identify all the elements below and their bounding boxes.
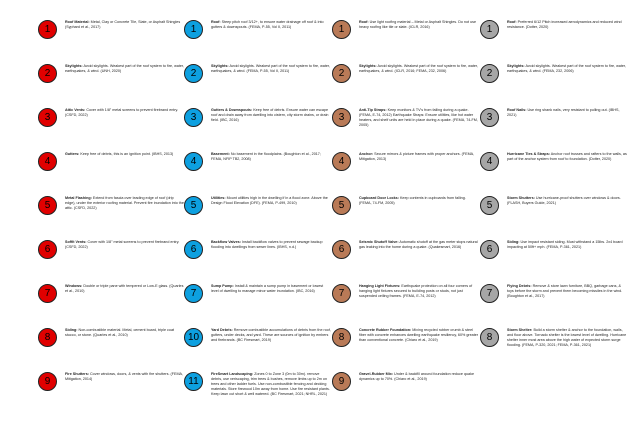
number-badge: 6 (38, 240, 57, 259)
number-badge: 11 (184, 372, 203, 391)
number-badge: 7 (184, 284, 203, 303)
item-body: Mount utilities high in the dwelling if in a flood zone. Above the Design Flood Elevation (DFE). (FEMA, P-499, 2010) (211, 196, 328, 205)
item-title: Siding: (65, 328, 78, 332)
number-badge: 4 (332, 152, 351, 171)
number-badge: 4 (38, 152, 57, 171)
item-text (65, 152, 185, 157)
list-item (38, 284, 188, 328)
list-item (332, 108, 482, 152)
item-body: Remove combustible accumulations of debris from the roof, gutters, under decks, and yard. These are sources of ignition by embers and firebrands. (BC Firesmart, 2019) (211, 328, 331, 342)
item-body: Double or triple pane with tempered or Low-E glass. (Quarles et al., 2010) (65, 284, 184, 293)
item-body: Use hurricane-proof shutters over windows & doors. (FLASH, Buyers Guide, 2021) (507, 196, 621, 205)
number-badge: 9 (332, 372, 351, 391)
item-text (211, 20, 331, 30)
list-item (38, 328, 188, 372)
item-title: Metal Flashing: (65, 196, 92, 200)
list-item (480, 64, 630, 108)
item-body: Cover with 1/8" metal screens to prevent firebrand entry. (CSFD, 2022) (65, 240, 180, 249)
list-item (184, 372, 334, 416)
list-item (332, 372, 482, 416)
item-text (211, 152, 331, 162)
item-title: Utilities: (211, 196, 226, 200)
item-body: Automatic shutoff at the gas meter stops natural gas leaking into the home during a quake. (Quakesmart, 2016) (359, 240, 478, 249)
item-title: Concrete Rubber Foundation: (359, 328, 412, 332)
item-title: Skylights: (359, 64, 377, 68)
item-text (507, 108, 627, 118)
item-title: Flying Debris: (507, 284, 532, 288)
number-badge: 3 (184, 108, 203, 127)
number-badge: 5 (480, 196, 499, 215)
item-title: Skylights: (65, 64, 83, 68)
list-item (38, 152, 188, 196)
list-item (332, 328, 482, 372)
item-title: Anti-Tip Straps: (359, 108, 387, 112)
number-badge: 1 (184, 20, 203, 39)
item-body: Extend from fascia over leading edge of roof (drip edge), under the exterior roofing material. Prevent fire inundation into the attic. (CSFD, 2022) (65, 196, 184, 210)
item-title: Backflow Valves: (211, 240, 241, 244)
item-text (211, 240, 331, 250)
item-body: Anchor roof trusses and rafters to the walls, as part of the anchor system from roof to foundation. (Dotter, 2020) (507, 152, 627, 161)
item-title: Cupboard Door Locks: (359, 196, 399, 200)
item-title: Anchor: (359, 152, 374, 156)
number-badge: 1 (332, 20, 351, 39)
list-item (38, 372, 188, 416)
number-badge: 7 (38, 284, 57, 303)
number-badge: 2 (38, 64, 57, 83)
number-badge: 4 (184, 152, 203, 171)
item-body: Remove & store lawn furniture, BBQ, garbage cans, & toys before the storm and prevent them becoming missiles in the wind. (Boughton et al., 2017) (507, 284, 623, 298)
item-title: Roof Material: (65, 20, 90, 24)
list-item (184, 64, 334, 108)
item-title: Gutters & Downspouts: (211, 108, 253, 112)
number-badge: 3 (332, 108, 351, 127)
number-badge: 8 (38, 328, 57, 347)
item-title: Skylights: (211, 64, 229, 68)
item-title: Yard Debris: (211, 328, 233, 332)
item-text (359, 20, 479, 30)
number-badge: 1 (38, 20, 57, 39)
item-body: Keep free of debris. Ensure water can escape roof and drain away from dwelling into cistern, city storm drains, or drain field. (IBC, 2016) (211, 108, 329, 122)
number-badge: 2 (184, 64, 203, 83)
number-badge: 2 (480, 64, 499, 83)
list-item (184, 108, 334, 152)
item-title: Storm Shelter: (507, 328, 533, 332)
item-body: Mixing recycled rubber crumb & steel fiber with concrete enhances dwelling earthquake resiliency, 60% greater than conventional concrete. (Chiaro et al., 2019) (359, 328, 479, 342)
list-item (332, 152, 482, 196)
item-body: Keep free of debris, this is an ignition point. (IBHS, 2013) (79, 152, 174, 156)
list-item (480, 328, 630, 372)
item-text (65, 328, 185, 338)
list-item (332, 240, 482, 284)
item-body: Use light roofing material – Metal or Asphalt Shingles. Do not use heavy roofing like tile or slate. (ICLR, 2016) (359, 20, 477, 29)
list-item (38, 196, 188, 240)
list-item (480, 152, 630, 196)
list-item (38, 240, 188, 284)
item-text (507, 284, 627, 299)
item-title: Roof: (359, 20, 369, 24)
number-badge: 6 (480, 240, 499, 259)
number-badge: 3 (38, 108, 57, 127)
item-body: Preferred 6/12 Pitch increased aerodynamics and reduced wind resistance. (Dotter, 2020) (507, 20, 622, 29)
item-text (507, 152, 627, 162)
item-title: Storm Shutters: (507, 196, 535, 200)
item-text (65, 108, 185, 118)
item-text (211, 64, 331, 74)
item-body: No basement in the floodplains. (Boughton et al., 2017; FEMA, NFIP TB2, 2008) (211, 152, 321, 161)
item-body: Avoid skylights. Weakest part of the roof system to fire, water, earthquakes, & wind. (UNH, 2020) (65, 64, 184, 73)
item-text (65, 196, 185, 211)
item-text (211, 284, 331, 294)
item-title: FireSmart Landscaping: (211, 372, 254, 376)
item-title: Siding: (507, 240, 520, 244)
item-body: Keep monitors & TV's from falling during a quake. (FEMA, E-74, 2012) Earthquake Straps: Ensure utilities, like hot water heaters, and shelf units are held in place during a quake. (FEMA, 74-FM, 2005) (359, 108, 478, 127)
item-text (211, 372, 331, 397)
item-text (65, 372, 185, 382)
item-title: Roof: (211, 20, 221, 24)
list-item (480, 284, 630, 328)
item-text (65, 64, 185, 74)
item-body: Install & maintain a sump pump in basement or lowest level of dwelling to manage minor water inundation. (IBC, 2016) (211, 284, 324, 293)
item-text (507, 64, 627, 74)
list-item (184, 152, 334, 196)
number-badge: 2 (332, 64, 351, 83)
item-title: Hanging Light Fixtures: (359, 284, 401, 288)
list-item (332, 284, 482, 328)
item-body: Secure mirrors & picture frames with proper anchors. (FEMA, Mitigation, 2013) (359, 152, 475, 161)
list-item (480, 108, 630, 152)
list-item (38, 108, 188, 152)
item-text (359, 328, 479, 343)
item-body: Zones 0 to Zone 3 (0m to 30m). remove debris, use xeriscaping, trim trees & bushes, remove limbs up to 2m on trees and other ladder fuels. Use non-combustible fencing and decking materials. Store firewood 10m away from home. Use fire resistant plants. Keep lawn cut short & well watered. (BC Firesmart, 2021; NHRL, 2021) (211, 372, 330, 396)
list-item (480, 240, 630, 284)
item-title: Gutters: (65, 152, 80, 156)
item-body: Non-combustible material. Metal, cement board, triple coat stucco, or stone. (Quarles et al., 2010) (65, 328, 175, 337)
list-item (184, 196, 334, 240)
item-title: Basement: (211, 152, 230, 156)
item-body: Cover windows, doors, & vents with fire shutters. (FEMA, Mitigation, 2014) (65, 372, 184, 381)
list-item (184, 20, 334, 64)
list-item (38, 20, 188, 64)
item-text (211, 108, 331, 123)
item-title: Fire Shutters: (65, 372, 89, 376)
list-item (184, 284, 334, 328)
item-text (359, 152, 479, 162)
item-body: Steep pitch roof 3/12+, to ensure water drainage off roof & into gutters & downspouts. (FEMA, P-55, Vol II, 2011) (211, 20, 324, 29)
number-badge: 4 (480, 152, 499, 171)
item-body: Under & backfill around foundation reduce quake dynamics up to 70%. (Chiaro et al., 2019) (359, 372, 474, 381)
item-text (359, 240, 479, 250)
number-badge: 7 (332, 284, 351, 303)
list-item (480, 20, 630, 64)
number-badge: 5 (38, 196, 57, 215)
list-item (184, 328, 334, 372)
number-badge: 5 (184, 196, 203, 215)
item-text (211, 196, 331, 206)
item-body: Metal, Clay or Concrete Tile, Slate, or Asphalt Shingles (Syphard et al., 2017) (65, 20, 181, 29)
item-text (507, 240, 627, 250)
item-text (507, 20, 627, 30)
item-title: Skylights: (507, 64, 525, 68)
list-item (38, 64, 188, 108)
item-body: Use impact resistant siding. Must withstand a 15lbs. 2x4 board impacting at 50ft+ mph. (FEMA, P-361, 2021) (507, 240, 623, 249)
item-text (65, 240, 185, 250)
list-item (184, 240, 334, 284)
item-body: Avoid skylights. Weakest part of the roof system to fire, water, earthquakes, & wind. (FEMA, P-55, Vol II, 2011) (211, 64, 330, 73)
item-text (359, 108, 479, 128)
item-text (65, 20, 185, 30)
number-badge: 7 (480, 284, 499, 303)
list-item (332, 64, 482, 108)
item-text (359, 64, 479, 74)
item-title: Soffit Vents: (65, 240, 87, 244)
item-body: Cover with 1/8" metal screens to prevent firebrand entry. (CSFD, 2022) (65, 108, 179, 117)
item-title: Roof Nails: (507, 108, 527, 112)
item-text (507, 196, 627, 206)
item-title: Hurricane Ties & Straps: (507, 152, 550, 156)
item-text (359, 196, 479, 206)
number-badge: 8 (480, 328, 499, 347)
number-badge: 9 (38, 372, 57, 391)
item-body: Avoid skylights. Weakest part of the roof system to fire, water, earthquakes, & wind. (ICLR, 2016; FEMA, 232, 2006) (359, 64, 478, 73)
list-item (480, 196, 630, 240)
item-title: Seismic Shutoff Valve: (359, 240, 399, 244)
item-text (359, 284, 479, 299)
number-badge: 6 (332, 240, 351, 259)
number-badge: 5 (332, 196, 351, 215)
item-text (359, 372, 479, 382)
number-badge: 6 (184, 240, 203, 259)
item-body: Install backflow valves to prevent sewage backup flooding into dwellings from sewer lines. (IBHS, n.d.) (211, 240, 323, 249)
number-badge: 8 (332, 328, 351, 347)
item-title: Attic Vents: (65, 108, 86, 112)
number-badge: 1 (480, 20, 499, 39)
item-title: Windows: (65, 284, 83, 288)
item-body: Earthquake protection on all four corners of hanging light fixtures secured to building posts or studs, not just suspended ceiling frames. (FEMA, E-74, 2012) (359, 284, 473, 298)
item-text (211, 328, 331, 343)
item-text (65, 284, 185, 294)
item-text (507, 328, 627, 348)
number-badge: 10 (184, 328, 203, 347)
list-item (332, 196, 482, 240)
item-body: Use ring shank nails, very resistant to pulling out. (IBHS, 2021) (507, 108, 620, 117)
item-title: Gravel-Rubber Mix: (359, 372, 394, 376)
list-item (332, 20, 482, 64)
item-body: Keep contents in cupboards from falling. (FEMA, 74-FM, 2005) (359, 196, 466, 205)
number-badge: 3 (480, 108, 499, 127)
item-title: Sump Pump: (211, 284, 234, 288)
item-body: Avoid skylights. Weakest part of the roof system to fire, water, earthquakes, & wind. (FEMA, 232, 2006) (507, 64, 626, 73)
item-body: Build a storm shelter & anchor to the foundation, walls, and floor above. Tornado shelter is the lowest level of dwelling. Hurricane shelter inner most area above the high water of expected storm surge flooding. (FEMA, P-320, 2021; FEMA, P-361, 2021) (507, 328, 627, 347)
item-title: Roof: (507, 20, 517, 24)
